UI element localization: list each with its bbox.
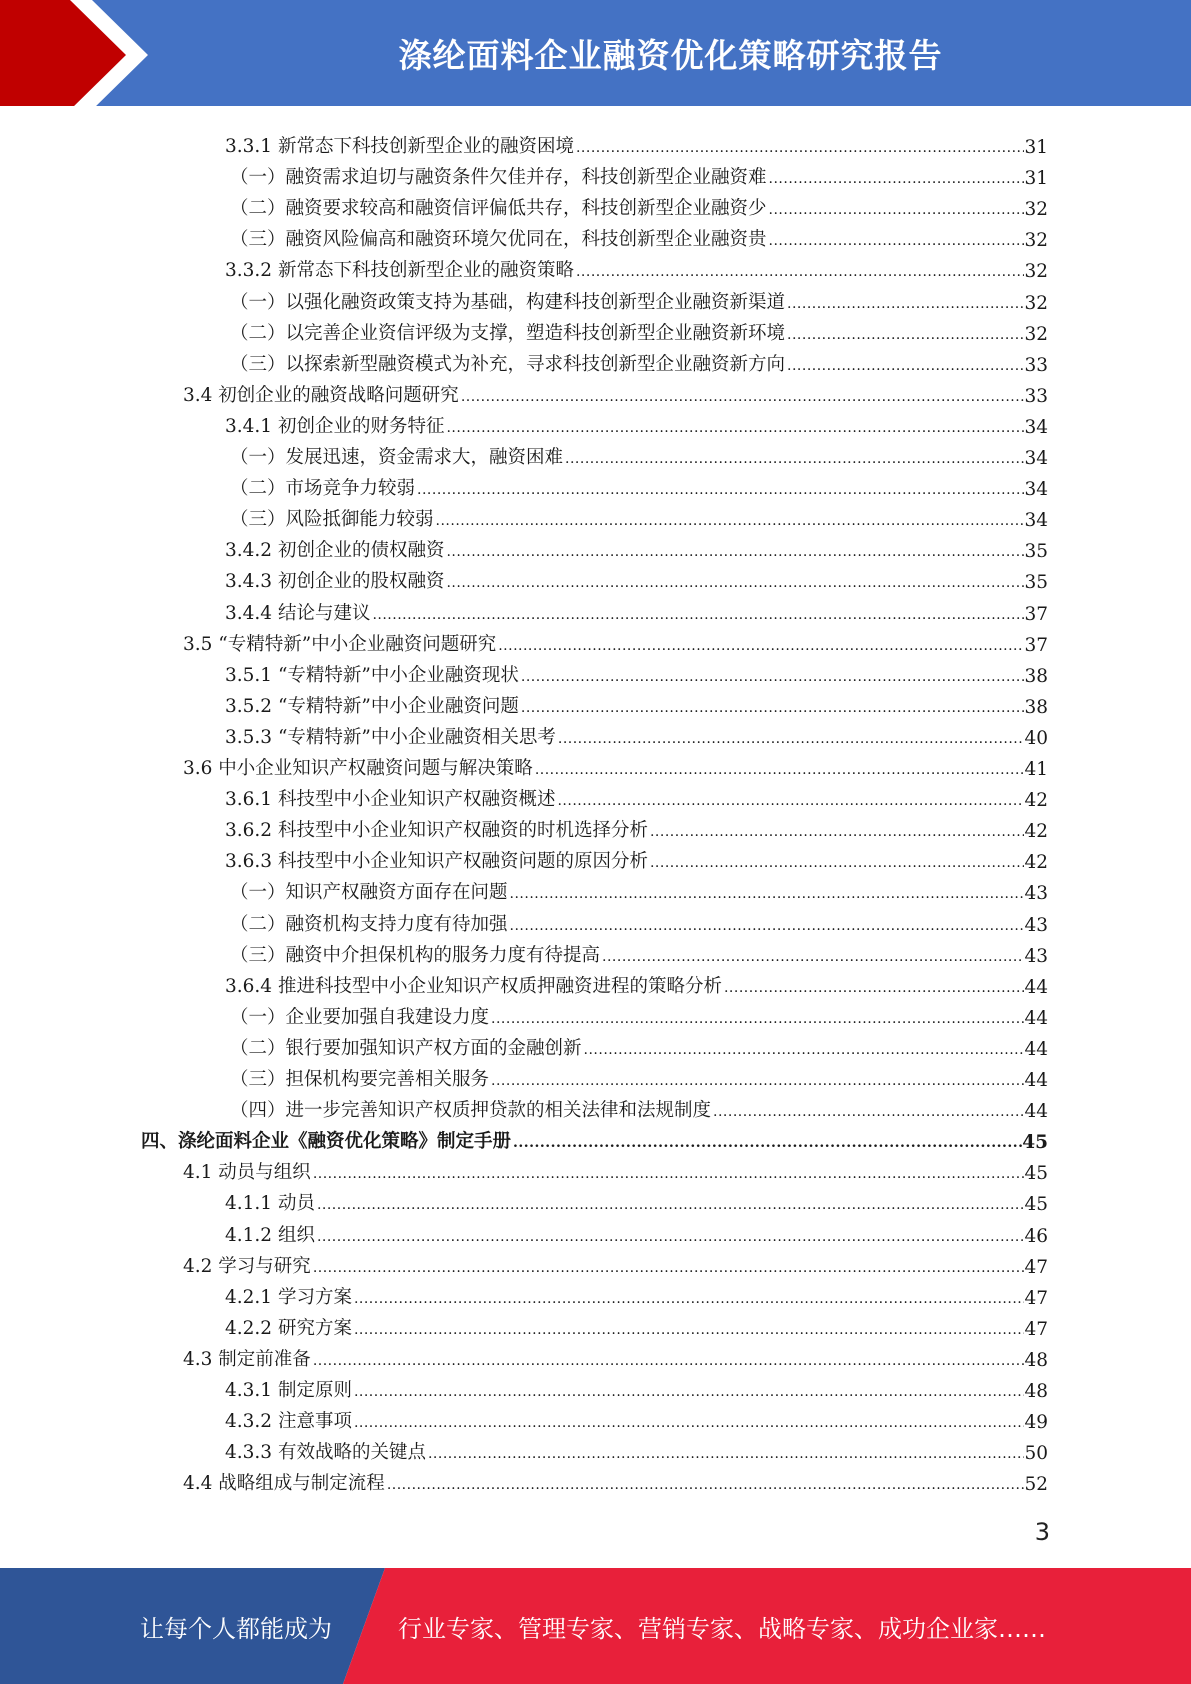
- toc-entry-page: 33: [1024, 385, 1048, 407]
- toc-entry-page: 43: [1024, 945, 1048, 967]
- toc-entry-title: 4.1 动员与组织: [183, 1162, 311, 1184]
- toc-entry-title: 3.4.4 结论与建议: [225, 602, 371, 624]
- toc-entry[interactable]: [225, 656, 1048, 687]
- toc-dot-leader: [513, 1131, 1022, 1153]
- toc-entry-title: 3.5 “专精特新”中小企业融资问题研究: [183, 633, 497, 655]
- toc-entry-title: 3.6.1 科技型中小企业知识产权融资概述: [225, 789, 556, 811]
- toc-dot-leader: [510, 914, 1025, 936]
- toc-entry[interactable]: [141, 1122, 1048, 1153]
- toc-dot-leader: [498, 634, 1024, 656]
- toc-entry-title: 3.6.2 科技型中小企业知识产权融资的时机选择分析: [225, 820, 648, 842]
- toc-entry-title: （一）融资需求迫切与融资条件欠佳并存，科技创新型企业融资难: [230, 167, 767, 189]
- toc-entry[interactable]: [183, 1464, 1048, 1495]
- toc-entry[interactable]: [230, 873, 1048, 904]
- toc-dot-leader: [584, 1038, 1025, 1060]
- toc-entry[interactable]: [230, 158, 1048, 189]
- toc-entry-page: 44: [1024, 1007, 1048, 1029]
- toc-entry-page: 32: [1024, 261, 1048, 283]
- toc-entry-title: （二）融资要求较高和融资信评偏低共存，科技创新型企业融资少: [230, 198, 767, 220]
- toc-dot-leader: [521, 665, 1025, 687]
- toc-entry[interactable]: [230, 1029, 1048, 1060]
- toc-entry-page: 35: [1024, 541, 1048, 563]
- toc-entry-page: 42: [1024, 790, 1048, 812]
- toc-entry-title: 3.6 中小企业知识产权融资问题与解决策略: [183, 758, 533, 779]
- toc-entry-page: 32: [1024, 199, 1048, 221]
- toc-entry-page: 32: [1024, 230, 1048, 252]
- toc-dot-leader: [446, 571, 1024, 593]
- toc-entry-title: 四、涤纶面料企业《融资优化策略》制定手册: [141, 1131, 512, 1153]
- toc-entry-title: 4.1.2 组织: [225, 1224, 315, 1246]
- toc-entry[interactable]: [225, 1216, 1048, 1247]
- toc-dot-leader: [650, 820, 1024, 842]
- toc-dot-leader: [428, 1442, 1024, 1464]
- toc-entry-page: 38: [1024, 665, 1048, 687]
- toc-entry-title: （三）担保机构要完善相关服务: [230, 1069, 490, 1090]
- toc-entry-page: 34: [1024, 448, 1048, 469]
- toc-entry[interactable]: [183, 625, 1048, 656]
- toc-entry-title: 4.3.1 制定原则: [225, 1380, 352, 1401]
- toc-dot-leader: [602, 945, 1024, 967]
- toc-entry[interactable]: [225, 718, 1048, 749]
- toc-entry-page: 47: [1024, 1287, 1048, 1309]
- toc-entry[interactable]: [230, 438, 1048, 469]
- toc-entry[interactable]: [225, 251, 1048, 282]
- toc-entry-title: （四）进一步完善知识产权质押贷款的相关法律和法规制度: [230, 1100, 712, 1122]
- toc-entry[interactable]: [230, 220, 1048, 251]
- toc-entry-title: （一）企业要加强自我建设力度: [230, 1006, 490, 1028]
- toc-dot-leader: [769, 167, 1025, 189]
- toc-entry-title: 3.4.2 初创企业的债权融资: [225, 540, 445, 562]
- footer-slogan-left: 让每个人都能成为: [140, 1614, 332, 1643]
- toc-entry-page: 44: [1024, 1070, 1048, 1091]
- toc-entry[interactable]: [225, 531, 1048, 562]
- header-red-arrow: [0, 0, 148, 110]
- toc-entry-page: 34: [1024, 510, 1048, 532]
- toc-entry-title: 3.6.3 科技型中小企业知识产权融资问题的原因分析: [225, 851, 648, 873]
- toc-entry[interactable]: [230, 1091, 1048, 1122]
- toc-entry-title: 3.3.1 新常态下科技创新型企业的融资困境: [225, 136, 574, 157]
- toc-entry-page: 32: [1024, 292, 1048, 314]
- toc-entry-title: （三）风险抵御能力较弱: [230, 509, 434, 531]
- toc-dot-leader: [787, 323, 1024, 345]
- toc-dot-leader: [354, 1287, 1025, 1309]
- toc-entry[interactable]: [183, 1340, 1048, 1371]
- toc-entry[interactable]: [230, 500, 1048, 531]
- toc-dot-leader: [417, 478, 1024, 500]
- toc-entry[interactable]: [225, 1278, 1048, 1309]
- toc-entry-page: 49: [1024, 1412, 1048, 1434]
- toc-entry-page: 48: [1024, 1349, 1048, 1371]
- footer-slogan-right: 行业专家、管理专家、营销专家、战略专家、成功企业家……: [398, 1614, 1046, 1643]
- toc-entry-title: 4.3.2 注意事项: [225, 1411, 352, 1433]
- page-number: 3: [1034, 1518, 1050, 1546]
- toc-entry-page: 38: [1024, 696, 1048, 718]
- toc-entry[interactable]: [225, 127, 1048, 158]
- toc-entry-title: （三）以探索新型融资模式为补充，寻求科技创新型企业融资新方向: [230, 353, 786, 375]
- toc-entry-title: 3.5.3 “专精特新”中小企业融资相关思考: [225, 726, 556, 748]
- toc-entry[interactable]: [225, 562, 1048, 593]
- toc-dot-leader: [769, 229, 1025, 251]
- toc-entry-page: 44: [1024, 976, 1048, 998]
- toc-dot-leader: [461, 385, 1025, 407]
- toc-entry[interactable]: [183, 749, 1048, 780]
- toc-entry-title: 4.2.2 研究方案: [225, 1317, 352, 1339]
- toc-entry[interactable]: [225, 811, 1048, 842]
- toc-dot-leader: [313, 1256, 1025, 1278]
- toc-entry[interactable]: [225, 407, 1048, 438]
- toc-entry-title: 3.4.1 初创企业的财务特征: [225, 415, 445, 437]
- toc-dot-leader: [576, 136, 1024, 158]
- toc-entry[interactable]: [230, 1060, 1048, 1091]
- toc-dot-leader: [446, 540, 1024, 562]
- toc-entry-title: （一）知识产权融资方面存在问题: [230, 882, 508, 904]
- toc-entry[interactable]: [225, 842, 1048, 873]
- toc-entry-title: （二）银行要加强知识产权方面的金融创新: [230, 1037, 582, 1059]
- toc-entry-page: 47: [1024, 1318, 1048, 1340]
- toc-entry[interactable]: [183, 1153, 1048, 1184]
- toc-entry-page: 50: [1024, 1443, 1048, 1465]
- toc-entry-page: 52: [1024, 1474, 1048, 1496]
- toc-entry[interactable]: [230, 189, 1048, 220]
- toc-dot-leader: [510, 882, 1025, 904]
- toc-entry[interactable]: [225, 1371, 1048, 1402]
- toc-entry-page: 47: [1024, 1256, 1048, 1278]
- toc-dot-leader: [787, 292, 1024, 314]
- toc-dot-leader: [565, 447, 1024, 469]
- toc-dot-leader: [491, 1007, 1024, 1029]
- toc-entry-page: 44: [1024, 1101, 1048, 1123]
- toc-entry-page: 45: [1024, 1163, 1048, 1185]
- toc-entry[interactable]: [225, 594, 1048, 625]
- toc-dot-leader: [491, 1069, 1024, 1091]
- toc-entry[interactable]: [183, 376, 1048, 407]
- toc-entry-title: 4.1.1 动员: [225, 1193, 315, 1215]
- toc-entry[interactable]: [230, 469, 1048, 500]
- toc-entry-title: （一）以强化融资政策支持为基础，构建科技创新型企业融资新渠道: [230, 291, 786, 313]
- toc-entry-title: 4.2 学习与研究: [183, 1255, 311, 1277]
- toc-entry-title: 3.4.3 初创企业的股权融资: [225, 571, 445, 593]
- toc-entry[interactable]: [230, 345, 1048, 376]
- toc-entry-page: 43: [1024, 883, 1048, 905]
- toc-entry-title: 3.5.2 “专精特新”中小企业融资问题: [225, 695, 519, 717]
- toc-entry-title: （一）发展迅速，资金需求大，融资困难: [230, 447, 564, 468]
- toc-entry-page: 40: [1024, 727, 1048, 749]
- toc-entry-title: 4.3 制定前准备: [183, 1348, 311, 1370]
- toc-entry-page: 31: [1024, 137, 1048, 158]
- toc-entry[interactable]: [225, 687, 1048, 718]
- toc-entry[interactable]: [225, 1184, 1048, 1215]
- toc-entry-page: 41: [1024, 759, 1048, 780]
- toc-dot-leader: [317, 1193, 1025, 1215]
- toc-entry-page: 44: [1024, 1038, 1048, 1060]
- toc-entry[interactable]: [225, 780, 1048, 811]
- toc-entry[interactable]: [225, 1402, 1048, 1433]
- toc-entry-title: 4.3.3 有效战略的关键点: [225, 1442, 426, 1464]
- toc-dot-leader: [787, 354, 1024, 376]
- toc-dot-leader: [436, 509, 1025, 531]
- toc-entry-title: 3.6.4 推进科技型中小企业知识产权质押融资进程的策略分析: [225, 975, 722, 997]
- toc-entry-title: 4.4 战略组成与制定流程: [183, 1473, 385, 1495]
- toc-entry[interactable]: [230, 283, 1048, 314]
- toc-dot-leader: [769, 198, 1025, 220]
- toc-entry-title: 3.5.1 “专精特新”中小企业融资现状: [225, 664, 519, 686]
- toc-entry-page: 32: [1024, 323, 1048, 345]
- toc-dot-leader: [535, 758, 1025, 780]
- toc-entry[interactable]: [225, 1309, 1048, 1340]
- toc-dot-leader: [372, 603, 1024, 625]
- toc-entry[interactable]: [230, 905, 1048, 936]
- toc-entry[interactable]: [183, 1247, 1048, 1278]
- toc-entry-title: （三）融资风险偏高和融资环境欠优同在，科技创新型企业融资贵: [230, 229, 767, 251]
- toc-entry-page: 45: [1022, 1132, 1048, 1154]
- toc-entry-title: 3.4 初创企业的融资战略问题研究: [183, 384, 459, 406]
- toc-entry[interactable]: [230, 936, 1048, 967]
- toc-entry-page: 35: [1024, 572, 1048, 594]
- toc-entry-page: 31: [1024, 168, 1048, 190]
- toc-dot-leader: [576, 260, 1024, 282]
- toc-entry-page: 37: [1024, 603, 1048, 625]
- toc-entry-page: 42: [1024, 821, 1048, 843]
- toc-entry[interactable]: [230, 314, 1048, 345]
- toc-dot-leader: [354, 1380, 1025, 1402]
- toc-entry-page: 42: [1024, 852, 1048, 874]
- toc-entry-page: 48: [1024, 1381, 1048, 1402]
- toc-dot-leader: [521, 696, 1025, 718]
- toc-dot-leader: [713, 1100, 1024, 1122]
- toc-dot-leader: [313, 1349, 1025, 1371]
- toc-dot-leader: [557, 789, 1024, 811]
- page-header: [0, 0, 1191, 110]
- toc-entry-title: （三）融资中介担保机构的服务力度有待提高: [230, 944, 601, 966]
- toc-entry-title: 4.2.1 学习方案: [225, 1286, 352, 1308]
- header-title: 涤纶面料企业融资优化策略研究报告: [398, 35, 943, 75]
- toc-entry-page: 43: [1024, 914, 1048, 936]
- toc-dot-leader: [354, 1411, 1025, 1433]
- toc-entry-page: 33: [1024, 354, 1048, 376]
- toc-entry-page: 37: [1024, 634, 1048, 656]
- toc-dot-leader: [446, 416, 1024, 438]
- toc-entry[interactable]: [225, 1433, 1048, 1464]
- page-footer: [0, 1568, 1191, 1684]
- toc-dot-leader: [724, 976, 1024, 998]
- toc-dot-leader: [387, 1473, 1025, 1495]
- toc-entry-title: 3.3.2 新常态下科技创新型企业的融资策略: [225, 260, 574, 282]
- toc-entry-page: 45: [1024, 1194, 1048, 1216]
- toc-entry-page: 46: [1024, 1225, 1048, 1247]
- toc-entry-title: （二）以完善企业资信评级为支撑，塑造科技创新型企业融资新环境: [230, 322, 786, 344]
- toc-dot-leader: [354, 1318, 1025, 1340]
- toc-dot-leader: [558, 727, 1025, 749]
- toc-entry[interactable]: [225, 967, 1048, 998]
- header-bottom-line: [0, 106, 1191, 110]
- toc-entry-title: （二）融资机构支持力度有待加强: [230, 913, 508, 935]
- toc-dot-leader: [650, 851, 1024, 873]
- toc-entry-title: （二）市场竞争力较弱: [230, 478, 416, 500]
- toc-dot-leader: [317, 1225, 1025, 1247]
- toc-entry[interactable]: [230, 998, 1048, 1029]
- toc-entry-page: 34: [1024, 416, 1048, 438]
- toc-entry-page: 34: [1024, 479, 1048, 501]
- toc-dot-leader: [313, 1162, 1025, 1184]
